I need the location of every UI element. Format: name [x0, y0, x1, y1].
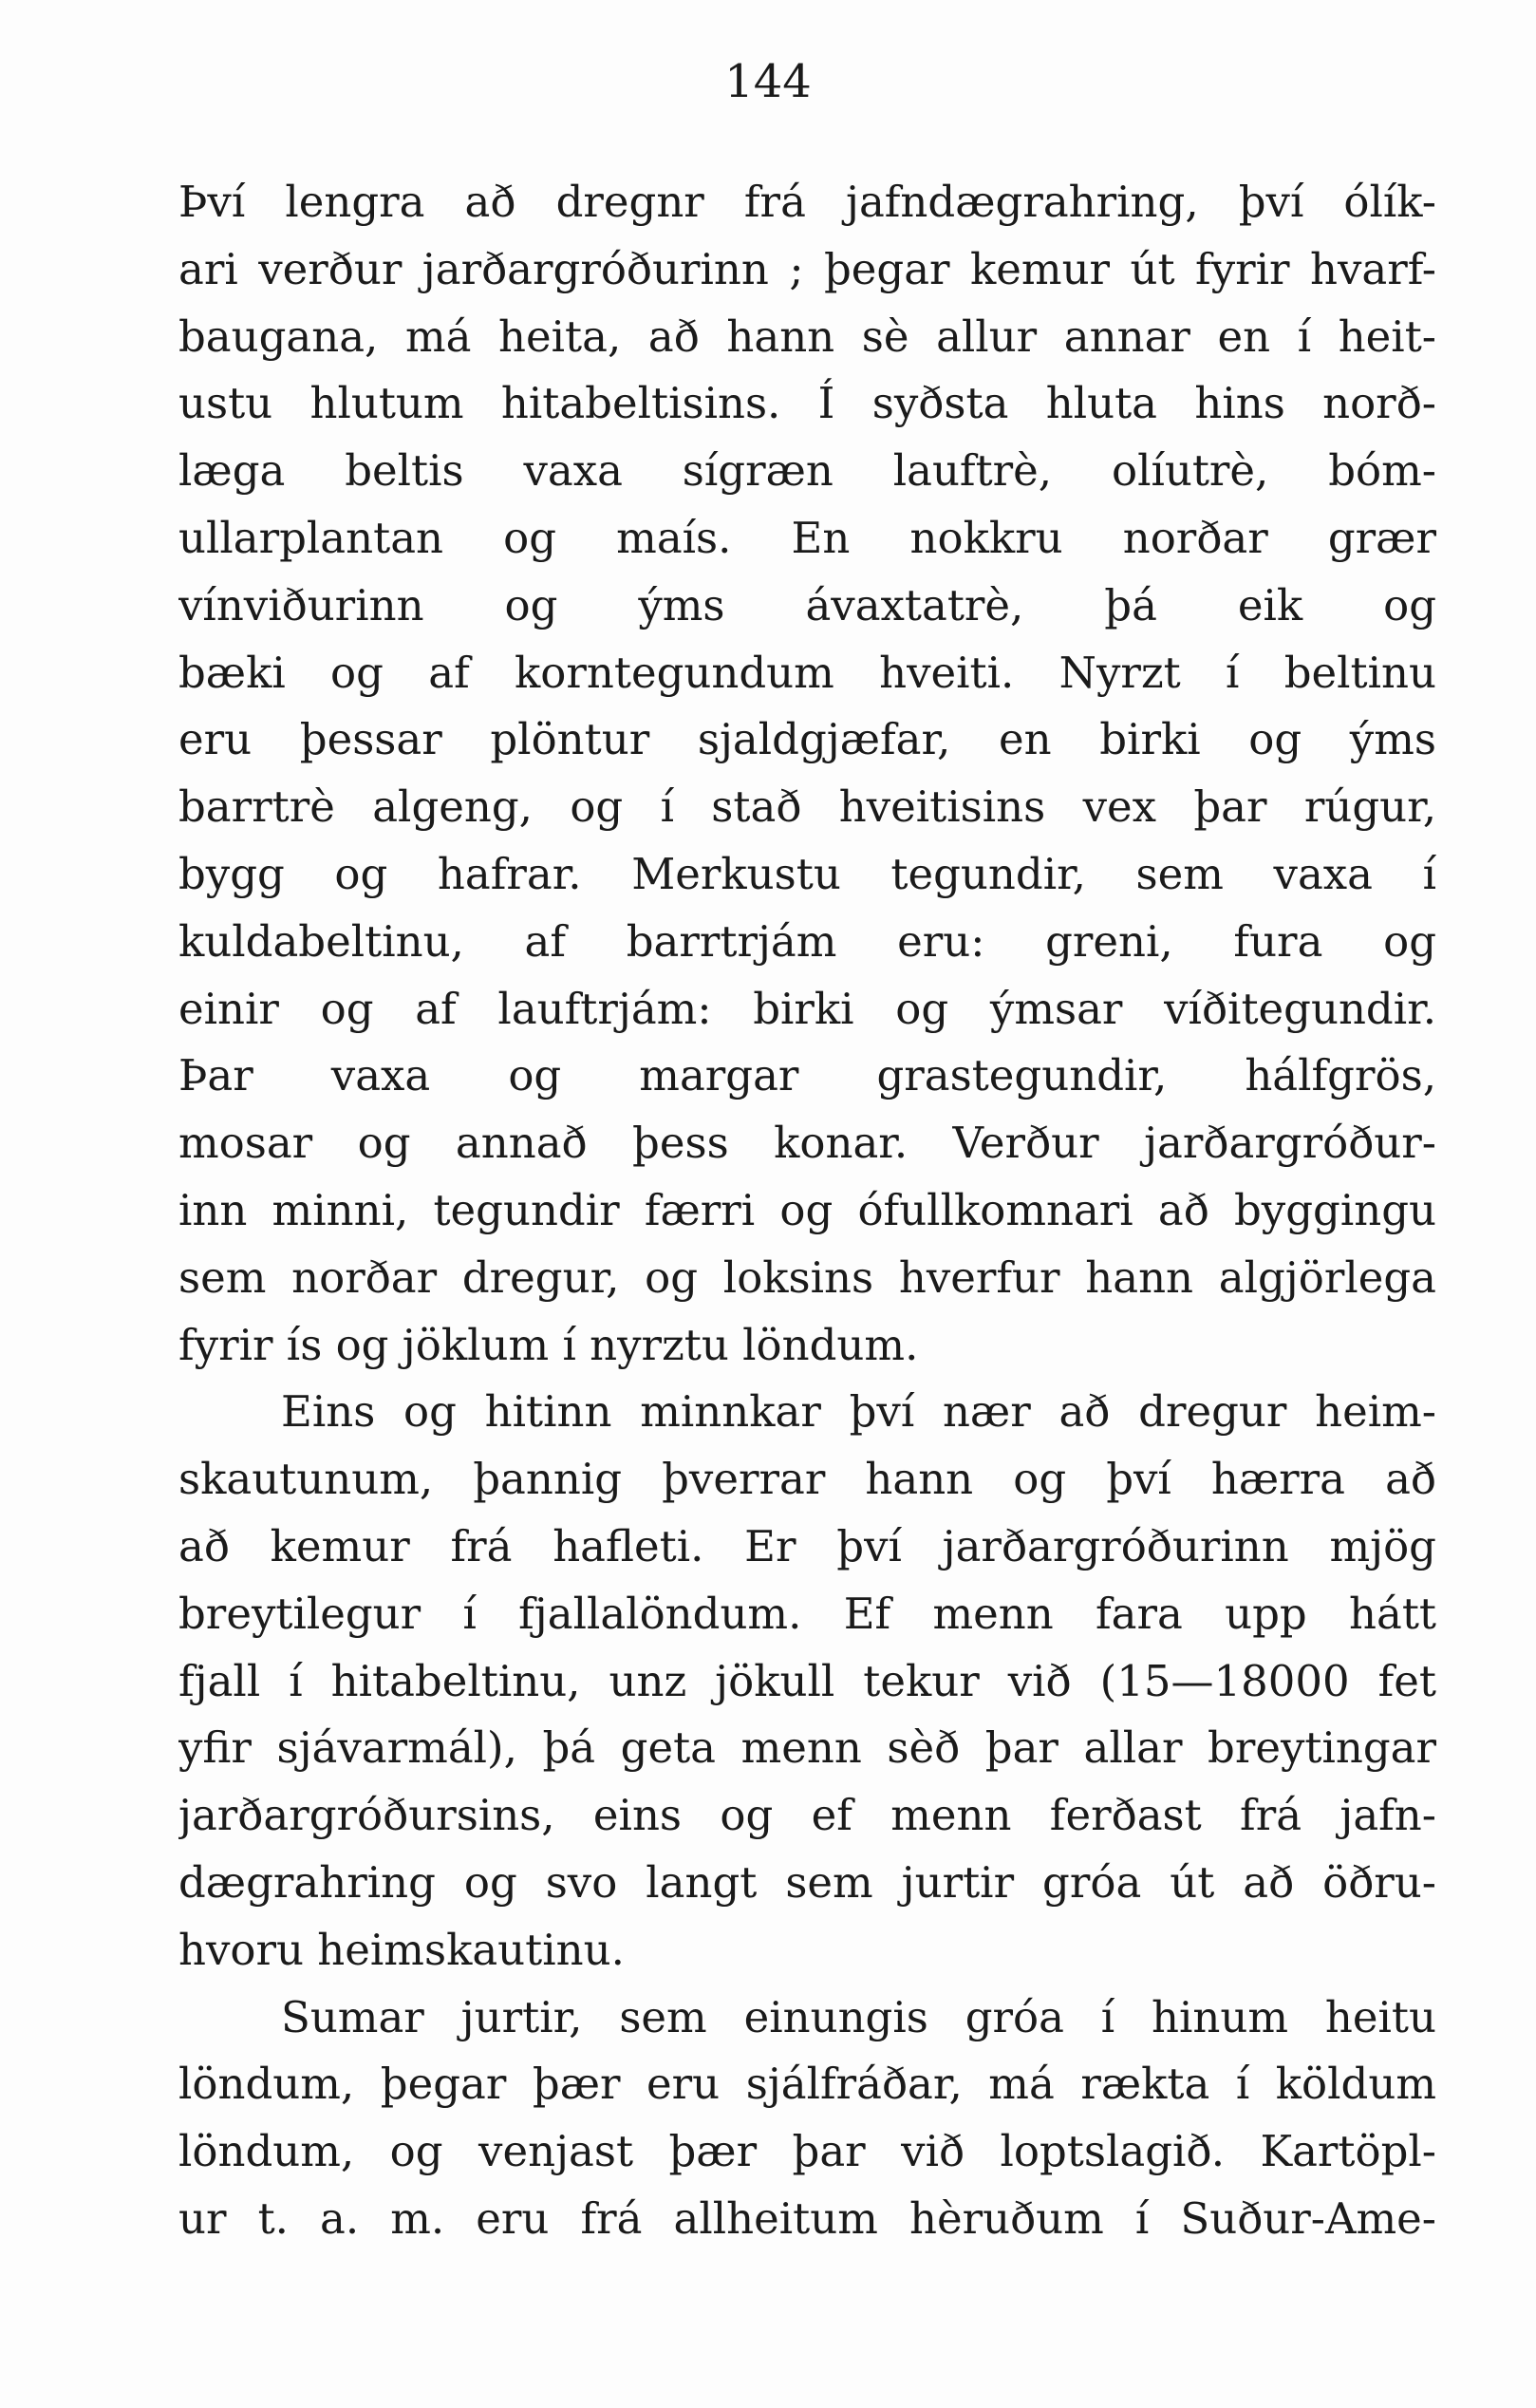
- text-line: inn minni, tegundir færri og ófullkomnari að byggingu: [178, 1184, 1436, 1235]
- text-line: ur t. a. m. eru frá allheitum hèruðum í Suður-Ame-: [178, 2192, 1436, 2244]
- text-line: Eins og hitinn minnkar því nær að dregur heim-: [281, 1386, 1436, 1438]
- text-line: að kemur frá hafleti. Er því jarðargróðurinn mjög: [178, 1520, 1436, 1571]
- text-line: einir og af lauftrjám: birki og ýmsar víðitegundir.: [178, 983, 1436, 1034]
- text-line: jarðargróðursins, eins og ef menn ferðast frá jafn-: [178, 1790, 1436, 1841]
- text-line: ustu hlutum hitabeltisins. Í syðsta hluta hins norð-: [178, 378, 1436, 429]
- text-line: ullarplantan og maís. En nokkru norðar grær: [178, 512, 1436, 563]
- body-text: [178, 169, 1436, 2253]
- text-line: mosar og annað þess konar. Verður jarðargróður-: [178, 1118, 1436, 1169]
- text-line: ari verður jarðargróðurinn ; þegar kemur út fyrir hvarf-: [178, 243, 1436, 294]
- text-line: fyrir ís og jöklum í nyrztu löndum.: [178, 1319, 919, 1370]
- text-line: læga beltis vaxa sígræn lauftrè, olíutrè, bóm-: [178, 445, 1436, 497]
- text-line: barrtrè algeng, og í stað hveitisins vex þar rúgur,: [178, 781, 1436, 833]
- text-line: yfir sjávarmál), þá geta menn sèð þar allar breytingar: [178, 1722, 1436, 1774]
- text-line: Sumar jurtir, sem einungis gróa í hinum heitu: [281, 1991, 1436, 2042]
- text-line: eru þessar plöntur sjaldgjæfar, en birki og ýms: [178, 714, 1436, 765]
- text-line: dægrahring og svo langt sem jurtir gróa út að öðru-: [178, 1856, 1436, 1908]
- text-line: skautunum, þannig þverrar hann og því hærra að: [178, 1454, 1436, 1505]
- text-line: löndum, þegar þær eru sjálfráðar, má rækta í köldum: [178, 2059, 1436, 2110]
- text-line: bygg og hafrar. Merkustu tegundir, sem vaxa í: [178, 848, 1436, 899]
- text-line: kuldabeltinu, af barrtrjám eru: greni, fura og: [178, 915, 1436, 967]
- page-number: 144: [724, 55, 812, 108]
- text-line: löndum, og venjast þær þar við loptslagið. Kartöpl-: [178, 2126, 1436, 2177]
- text-line: Þar vaxa og margar grastegundir, hálfgrös,: [178, 1050, 1436, 1101]
- text-line: vínviðurinn og ýms ávaxtatrè, þá eik og: [178, 579, 1436, 630]
- text-line: bæki og af korntegundum hveiti. Nyrzt í beltinu: [178, 647, 1436, 698]
- text-line: sem norðar dregur, og loksins hverfur hann algjörlega: [178, 1251, 1436, 1303]
- text-line: Því lengra að dregnr frá jafndægrahring, því ólík-: [178, 177, 1436, 227]
- text-line: hvoru heimskautinu.: [178, 1924, 625, 1975]
- text-line: breytilegur í fjallalöndum. Ef menn fara upp hátt: [178, 1588, 1436, 1639]
- text-line: baugana, má heita, að hann sè allur annar en í heit-: [178, 310, 1436, 362]
- text-line: fjall í hitabeltinu, unz jökull tekur við (15—18000 fet: [178, 1655, 1436, 1706]
